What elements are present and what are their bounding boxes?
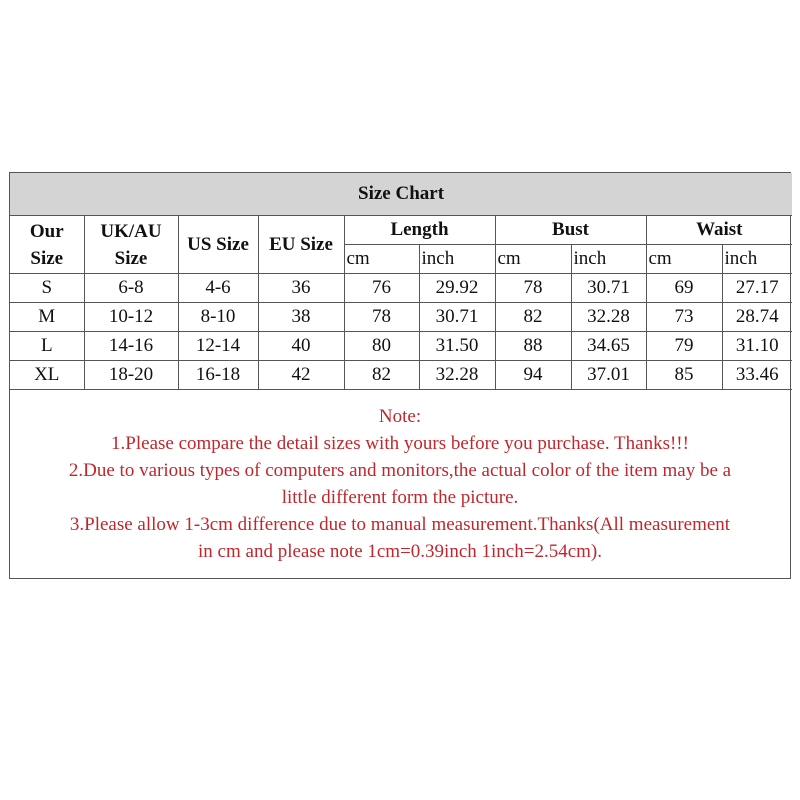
header-waist: Waist	[646, 216, 792, 245]
cell-uk-au: 18-20	[84, 361, 178, 390]
cell-our-size: S	[10, 274, 84, 303]
cell-eu: 36	[258, 274, 344, 303]
cell-length-cm: 80	[344, 332, 419, 361]
header-uk-au-line2: Size	[114, 247, 148, 269]
cell-waist-cm: 79	[646, 332, 722, 361]
table-title: Size Chart	[10, 173, 792, 216]
cell-waist-inch: 27.17	[722, 274, 792, 303]
table-row	[10, 361, 792, 390]
header-eu-size: EU Size	[258, 216, 344, 274]
cell-us: 8-10	[178, 303, 258, 332]
table-row	[10, 332, 792, 361]
cell-us: 4-6	[178, 274, 258, 303]
header-uk-au-line1: UK/AU	[100, 220, 162, 242]
header-length-cm: cm	[344, 245, 419, 274]
cell-bust-cm: 82	[495, 303, 571, 332]
cell-length-inch: 31.50	[419, 332, 495, 361]
header-bust-inch: inch	[571, 245, 646, 274]
header-our-size-line2: Size	[30, 247, 64, 269]
note-heading: Note:	[378, 406, 422, 427]
cell-our-size: XL	[10, 361, 84, 390]
note-line: 3.Please allow 1-3cm difference due to manual measurement.Thanks(All measurement	[69, 514, 731, 535]
cell-us: 16-18	[178, 361, 258, 390]
note-line: in cm and please note 1cm=0.39inch 1inch=2.54cm).	[198, 541, 602, 562]
cell-waist-inch: 33.46	[722, 361, 792, 390]
cell-eu: 38	[258, 303, 344, 332]
note-line: 1.Please compare the detail sizes with yours before you purchase. Thanks!!!	[111, 433, 689, 454]
cell-length-inch: 30.71	[419, 303, 495, 332]
cell-length-cm: 82	[344, 361, 419, 390]
cell-bust-cm: 88	[495, 332, 571, 361]
header-our-size-line1: Our	[29, 220, 64, 242]
header-bust: Bust	[495, 216, 646, 245]
size-table	[10, 173, 792, 390]
size-chart	[9, 172, 791, 579]
header-uk-au-size	[84, 216, 178, 274]
cell-waist-cm: 69	[646, 274, 722, 303]
cell-length-inch: 29.92	[419, 274, 495, 303]
note-line: little different form the picture.	[281, 487, 519, 508]
cell-eu: 42	[258, 361, 344, 390]
header-length-inch: inch	[419, 245, 495, 274]
note-line: 2.Due to various types of computers and monitors,the actual color of the item may be a	[68, 460, 732, 481]
notes-section	[10, 403, 790, 565]
cell-waist-inch: 28.74	[722, 303, 792, 332]
header-waist-cm: cm	[646, 245, 722, 274]
cell-bust-inch: 34.65	[571, 332, 646, 361]
cell-bust-cm: 78	[495, 274, 571, 303]
header-waist-inch: inch	[722, 245, 792, 274]
cell-uk-au: 6-8	[84, 274, 178, 303]
cell-bust-cm: 94	[495, 361, 571, 390]
cell-bust-inch: 32.28	[571, 303, 646, 332]
cell-bust-inch: 30.71	[571, 274, 646, 303]
header-length: Length	[344, 216, 495, 245]
cell-waist-inch: 31.10	[722, 332, 792, 361]
cell-us: 12-14	[178, 332, 258, 361]
cell-length-cm: 78	[344, 303, 419, 332]
cell-our-size: M	[10, 303, 84, 332]
table-row	[10, 303, 792, 332]
cell-uk-au: 10-12	[84, 303, 178, 332]
cell-bust-inch: 37.01	[571, 361, 646, 390]
header-our-size	[10, 216, 84, 274]
header-us-size: US Size	[178, 216, 258, 274]
cell-uk-au: 14-16	[84, 332, 178, 361]
cell-length-inch: 32.28	[419, 361, 495, 390]
cell-length-cm: 76	[344, 274, 419, 303]
cell-our-size: L	[10, 332, 84, 361]
cell-waist-cm: 85	[646, 361, 722, 390]
table-row	[10, 274, 792, 303]
header-bust-cm: cm	[495, 245, 571, 274]
cell-eu: 40	[258, 332, 344, 361]
cell-waist-cm: 73	[646, 303, 722, 332]
